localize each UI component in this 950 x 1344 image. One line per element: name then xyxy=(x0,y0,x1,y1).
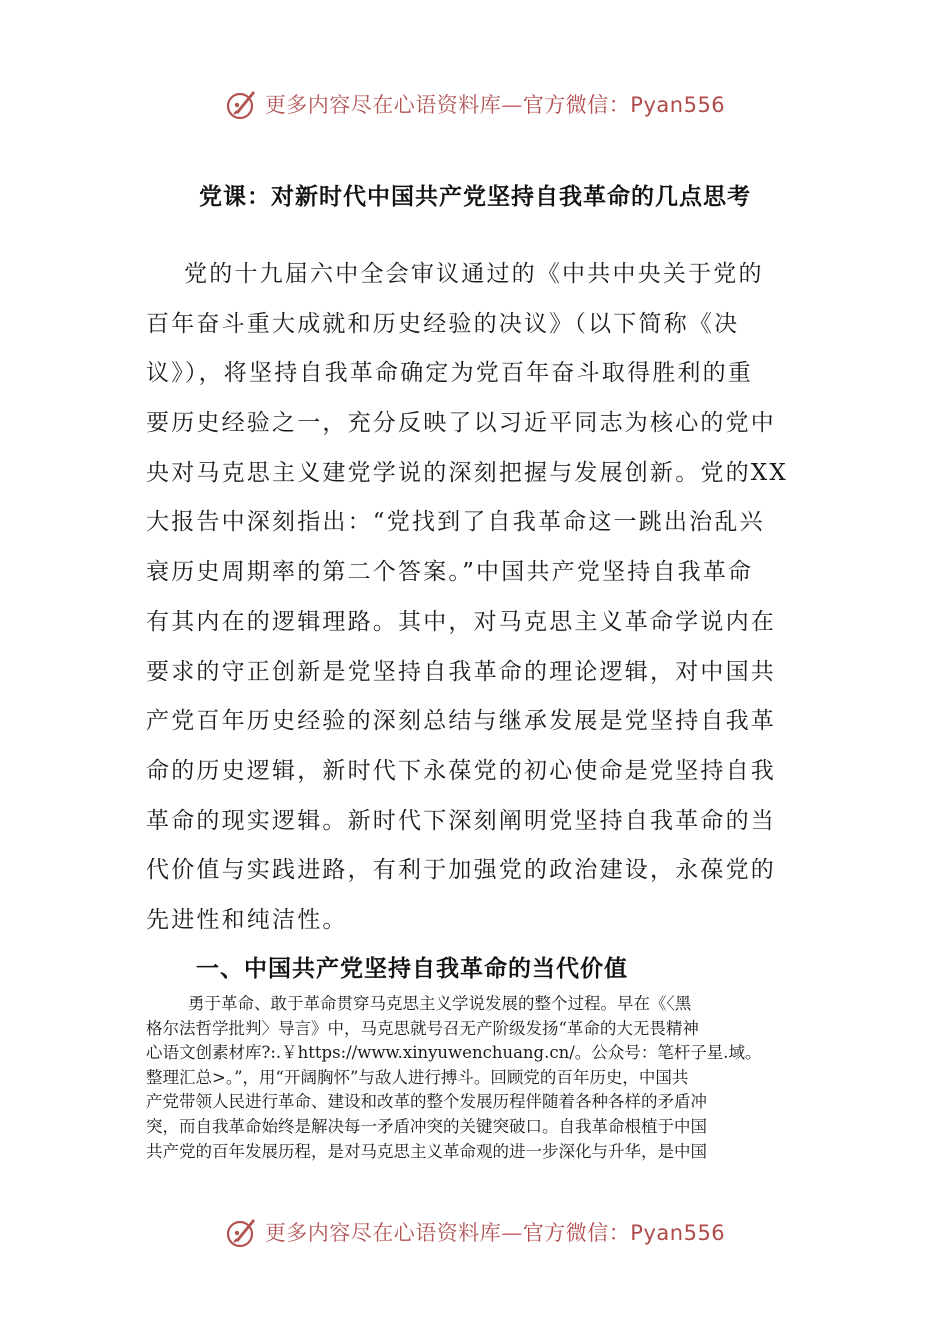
paragraph-line: 百年奋斗重大成就和历史经验的决议》（以下简称《决 xyxy=(146,310,740,337)
paragraph-line: 有其内在的逻辑理路。其中，对马克思主义革命学说内在 xyxy=(146,608,776,635)
paragraph-line: 心语文创素材库?:.￥https://www.xinyuwenchuang.cn/。公众号：笔杆子星.域。 xyxy=(146,1043,762,1063)
paragraph-line: 央对马克思主义建党学说的深刻把握与发展创新。党的XX xyxy=(146,459,788,486)
watermark-text: 更多内容尽在心语资料库—官方微信：Pyan556 xyxy=(264,1221,726,1245)
paragraph-line: 先进性和纯洁性。 xyxy=(146,906,348,933)
section-heading: 一、中国共产党坚持自我革命的当代价值 xyxy=(196,956,628,982)
section-paragraph xyxy=(146,992,806,1164)
quill-pen-logo-icon xyxy=(225,87,259,121)
paragraph-line: 命的历史逻辑，新时代下永葆党的初心使命是党坚持自我 xyxy=(146,757,776,784)
paragraph-line: 勇于革命、敢于革命贯穿马克思主义学说发展的整个过程。早在《〈黑 xyxy=(146,994,692,1013)
page-title: 党课：对新时代中国共产党坚持自我革命的几点思考 xyxy=(199,184,751,210)
watermark-text: 更多内容尽在心语资料库—官方微信：Pyan556 xyxy=(264,93,726,117)
paragraph-line: 整理汇总>。”，用“开阔胸怀”与敌人进行搏斗。回顾党的百年历史，中国共 xyxy=(146,1067,689,1087)
intro-paragraph xyxy=(146,250,806,946)
paragraph-line: 议》），将坚持自我革命确定为党百年奋斗取得胜利的重 xyxy=(146,360,753,387)
paragraph-line: 大报告中深刻指出：“党找到了自我革命这一跳出治乱兴 xyxy=(146,509,765,536)
paragraph-line: 代价值与实践进路，有利于加强党的政治建设，永葆党的 xyxy=(146,857,776,884)
paragraph-line: 要历史经验之一，充分反映了以习近平同志为核心的党中 xyxy=(146,410,776,437)
paragraph-line: 产党带领人民进行革命、建设和改革的整个发展历程伴随着各种各样的矛盾冲 xyxy=(146,1092,707,1112)
paragraph-line: 共产党的百年发展历程，是对马克思主义革命观的进一步深化与升华，是中国 xyxy=(146,1141,707,1161)
paragraph-line: 革命的现实逻辑。新时代下深刻阐明党坚持自我革命的当 xyxy=(146,807,776,834)
paragraph-line: 要求的守正创新是党坚持自我革命的理论逻辑，对中国共 xyxy=(146,658,776,685)
paragraph-line: 突，而自我革命始终是解决每一矛盾冲突的关键突破口。自我革命根植于中国 xyxy=(146,1116,707,1136)
paragraph-line: 格尔法哲学批判〉导言》中，马克思就号召无产阶级发扬“革命的大无畏精神 xyxy=(146,1018,699,1038)
paragraph-line: 党的十九届六中全会审议通过的《中共中央关于党的 xyxy=(146,261,764,287)
footer-watermark-banner xyxy=(0,1212,950,1252)
paragraph-line: 产党百年历史经验的深刻总结与继承发展是党坚持自我革 xyxy=(146,708,776,735)
paragraph-line: 衰历史周期率的第二个答案。”中国共产党坚持自我革命 xyxy=(146,559,754,586)
quill-pen-logo-icon xyxy=(225,1215,259,1249)
header-watermark-banner xyxy=(0,84,950,124)
